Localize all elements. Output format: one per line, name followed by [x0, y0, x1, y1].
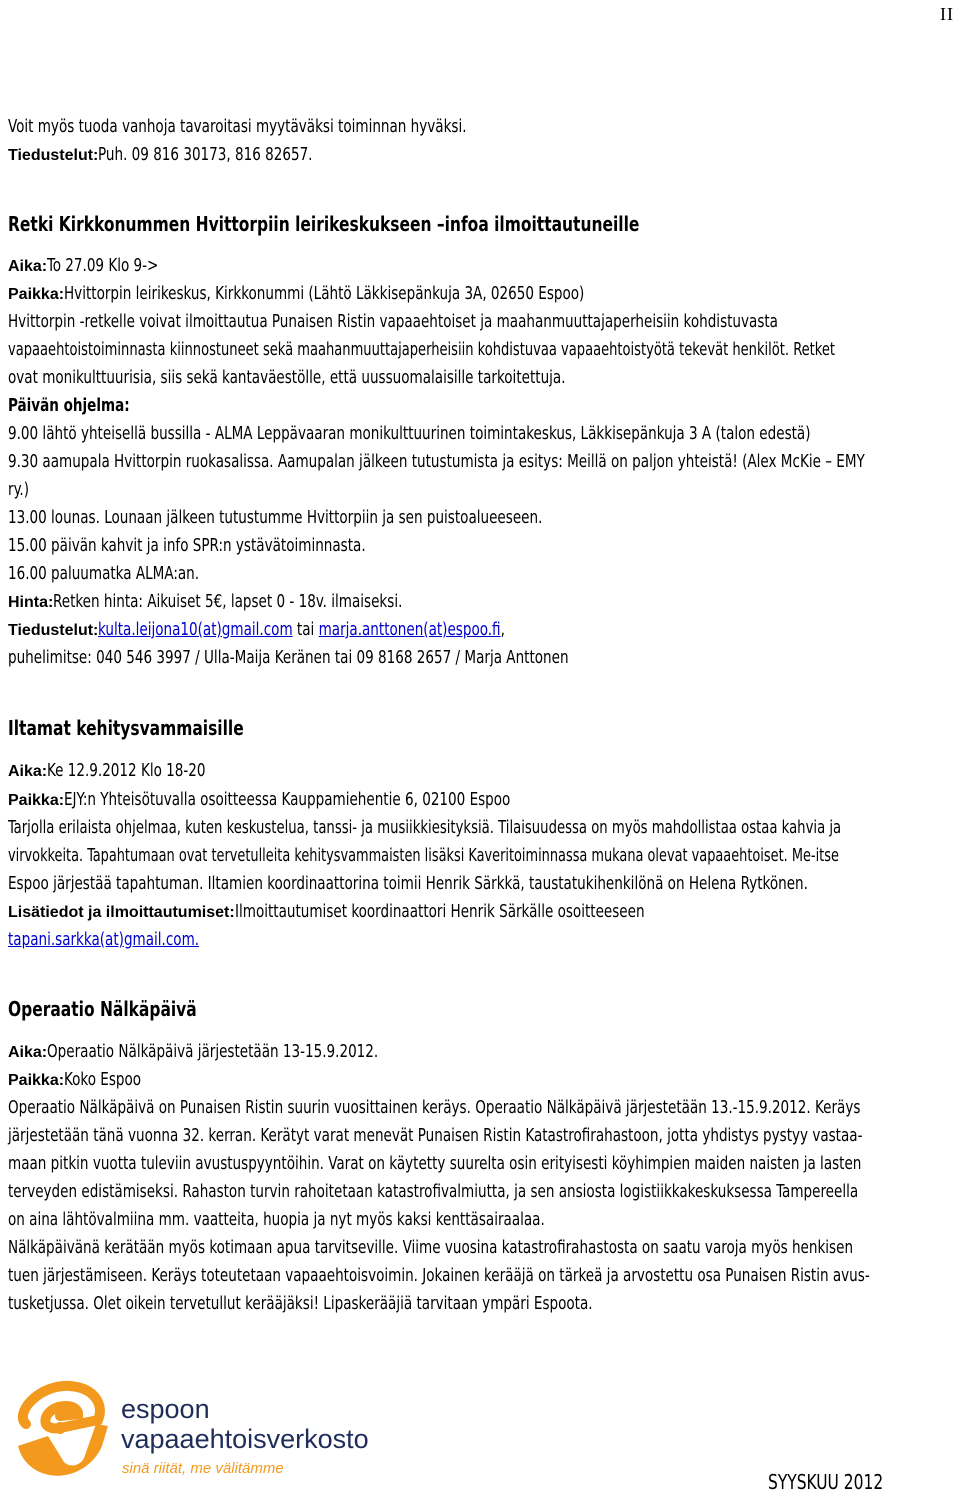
page-number: II: [940, 4, 954, 24]
program-item: 15.00 päivän kahvit ja info SPR:n ystävätoiminnasta.: [8, 536, 366, 556]
email-link[interactable]: kulta.leijona10(at)gmail.com: [98, 620, 294, 640]
program-item: 9.30 aamupala Hvittorpin ruokasalissa. Aamupalan jälkeen tutustumista ja esitys: Meillä on paljon yhteistä! (Alex McKie – EMY: [8, 452, 865, 472]
logo-line-vapaaehtoisverkosto: vapaaehtoisverkosto: [121, 1424, 369, 1454]
operaatio-para: tusketjussa. Olet oikein tervetullut kerääjäksi! Lipaskerääjiä tarvitaan ympäri Espoota.: [8, 1294, 593, 1314]
iltamat-email: [8, 930, 230, 950]
operaatio-aika: Aika:Operaatio Nälkäpäivä järjestetään 13-15.9.2012.: [8, 1042, 379, 1062]
retki-desc: vapaaehtoistoiminnasta kiinnostuneet sekä maahanmuuttajaperheisiin kohdistuvaa vapaaehtoistyötä tekevät henkilöt. Retket: [8, 340, 836, 360]
operaatio-para: järjestetään tänä vuonna 32. kerran. Kerätyt varat menevät Punaisen Ristin Katastrofirahastoon, jotta yhdistys pystyy vastaa-: [8, 1126, 863, 1146]
iltamat-aika: Aika:Ke 12.9.2012 Klo 18-20: [8, 761, 206, 781]
iltamat-desc: Tarjolla erilaista ohjelmaa, kuten keskustelua, tanssi- ja musiikkiesityksiä. Tilaisuudessa on myös mahdollistaa ostaa kahvia ja: [8, 818, 842, 838]
ev-logo-mark-icon: [8, 1376, 118, 1486]
email-link[interactable]: marja.anttonen(at)espoo.fi: [318, 620, 501, 640]
logo-line-espoon: espoon: [121, 1394, 210, 1424]
operaatio-para: Operaatio Nälkäpäivä on Punaisen Ristin suurin vuosittainen keräys. Operaatio Nälkäpäivä järjestetään 13.-15.9.2012. Keräys: [8, 1098, 861, 1118]
operaatio-para: terveyden edistämiseksi. Rahaston turvin rahoitetaan katastrofivalmiutta, ja sen ansiosta logistiikkakeskuksessa Tampereella: [8, 1182, 859, 1202]
intro-line: Voit myös tuoda vanhoja tavaroitasi myytäväksi toiminnan hyväksi.: [8, 117, 467, 137]
retki-heading: Retki Kirkkonummen Hvittorpiin leirikeskukseen –infoa ilmoittautuneille: [8, 212, 640, 236]
program-item: 13.00 lounas. Lounaan jälkeen tutustumme Hvittorpiin ja sen puistoalueeseen.: [8, 508, 543, 528]
intro-contact: Tiedustelut:Puh. 09 816 30173, 816 82657.: [8, 145, 313, 165]
iltamat-heading: Iltamat kehitysvammaisille: [8, 716, 244, 740]
footer-date: SYYSKUU 2012: [768, 1470, 884, 1494]
retki-desc: ovat monikulttuurisia, siis sekä kantaväestölle, että uussuomalaisille tarkoitettuja.: [8, 368, 566, 388]
iltamat-desc: virvokkeita. Tapahtumaan ovat tervetulleita kehitysvammaisten lisäksi Kaveritoiminnassa mukana olevat vapaaehtoiset. Me-itse: [8, 846, 839, 866]
iltamat-lisatiedot: Lisätiedot ja ilmoittautumiset:Ilmoittautumiset koordinaattori Henrik Särkälle osoitteeseen: [8, 902, 645, 922]
operaatio-para: maan pitkin vuotta tuleviin avustuspyyntöihin. Varat on käytetty suurelta osin erityisesti köyhimpien maiden naisten ja lasten: [8, 1154, 862, 1174]
program-item: 9.00 lähtö yhteisellä bussilla - ALMA Leppävaaran monikulttuurinen toimintakeskus, Läkkisepänkuja 3 A (talon edestä): [8, 424, 811, 444]
retki-desc: Hvittorpin -retkelle voivat ilmoittautua Punaisen Ristin vapaaehtoiset ja maahanmuuttajaperheisiin kohdistuvasta: [8, 312, 778, 332]
retki-hinta: Hinta:Retken hinta: Aikuiset 5€, lapset 0 - 18v. ilmaiseksi.: [8, 592, 403, 612]
iltamat-desc: Espoo järjestää tapahtuman. Iltamien koordinaattorina toimii Henrik Särkkä, taustatukihenkilönä on Helena Rytkönen.: [8, 874, 808, 894]
operaatio-para: tuen järjestämiseen. Keräys toteutetaan vapaaehtoisvoimin. Jokainen kerääjä on tärkeä ja arvostettu osa Punaisen Ristin avus-: [8, 1266, 870, 1286]
retki-aika: Aika:To 27.09 Klo 9->: [8, 256, 159, 276]
retki-paikka: Paikka:Hvittorpin leirikeskus, Kirkkonummi (Lähtö Läkkisepänkuja 3A, 02650 Espoo): [8, 284, 585, 304]
operaatio-para: Nälkäpäivänä kerätään myös kotimaan apua tarvitseville. Viime vuosina katastrofirahastosta on saatu varoja myös henkisen: [8, 1238, 854, 1258]
logo-tagline: sinä riität, me välitämme: [122, 1460, 284, 1477]
operaatio-heading: Operaatio Nälkäpäivä: [8, 997, 197, 1021]
retki-tiedustelut: Tiedustelut:kulta.leijona10(at)gmail.com tai marja.anttonen(at)espoo.fi,: [8, 620, 506, 640]
program-heading: Päivän ohjelma:: [8, 396, 130, 416]
program-item: 16.00 paluumatka ALMA:an.: [8, 564, 200, 584]
iltamat-paikka: Paikka:EJY:n Yhteisötuvalla osoitteessa Kauppamiehentie 6, 02100 Espoo: [8, 790, 511, 810]
program-item: ry.): [8, 480, 30, 500]
retki-phones: puhelimitse: 040 546 3997 / Ulla-Maija Keränen tai 09 8168 2657 / Marja Anttonen: [8, 648, 569, 668]
operaatio-para: on aina lähtövalmiina mm. vaatteita, huopia ja nyt myös kaksi kenttäsairaalaa.: [8, 1210, 545, 1230]
espoon-vapaaehtoisverkosto-logo: [8, 1376, 368, 1491]
operaatio-paikka: Paikka:Koko Espoo: [8, 1070, 142, 1090]
email-link[interactable]: tapani.sarkka(at)gmail.com.: [8, 930, 200, 950]
